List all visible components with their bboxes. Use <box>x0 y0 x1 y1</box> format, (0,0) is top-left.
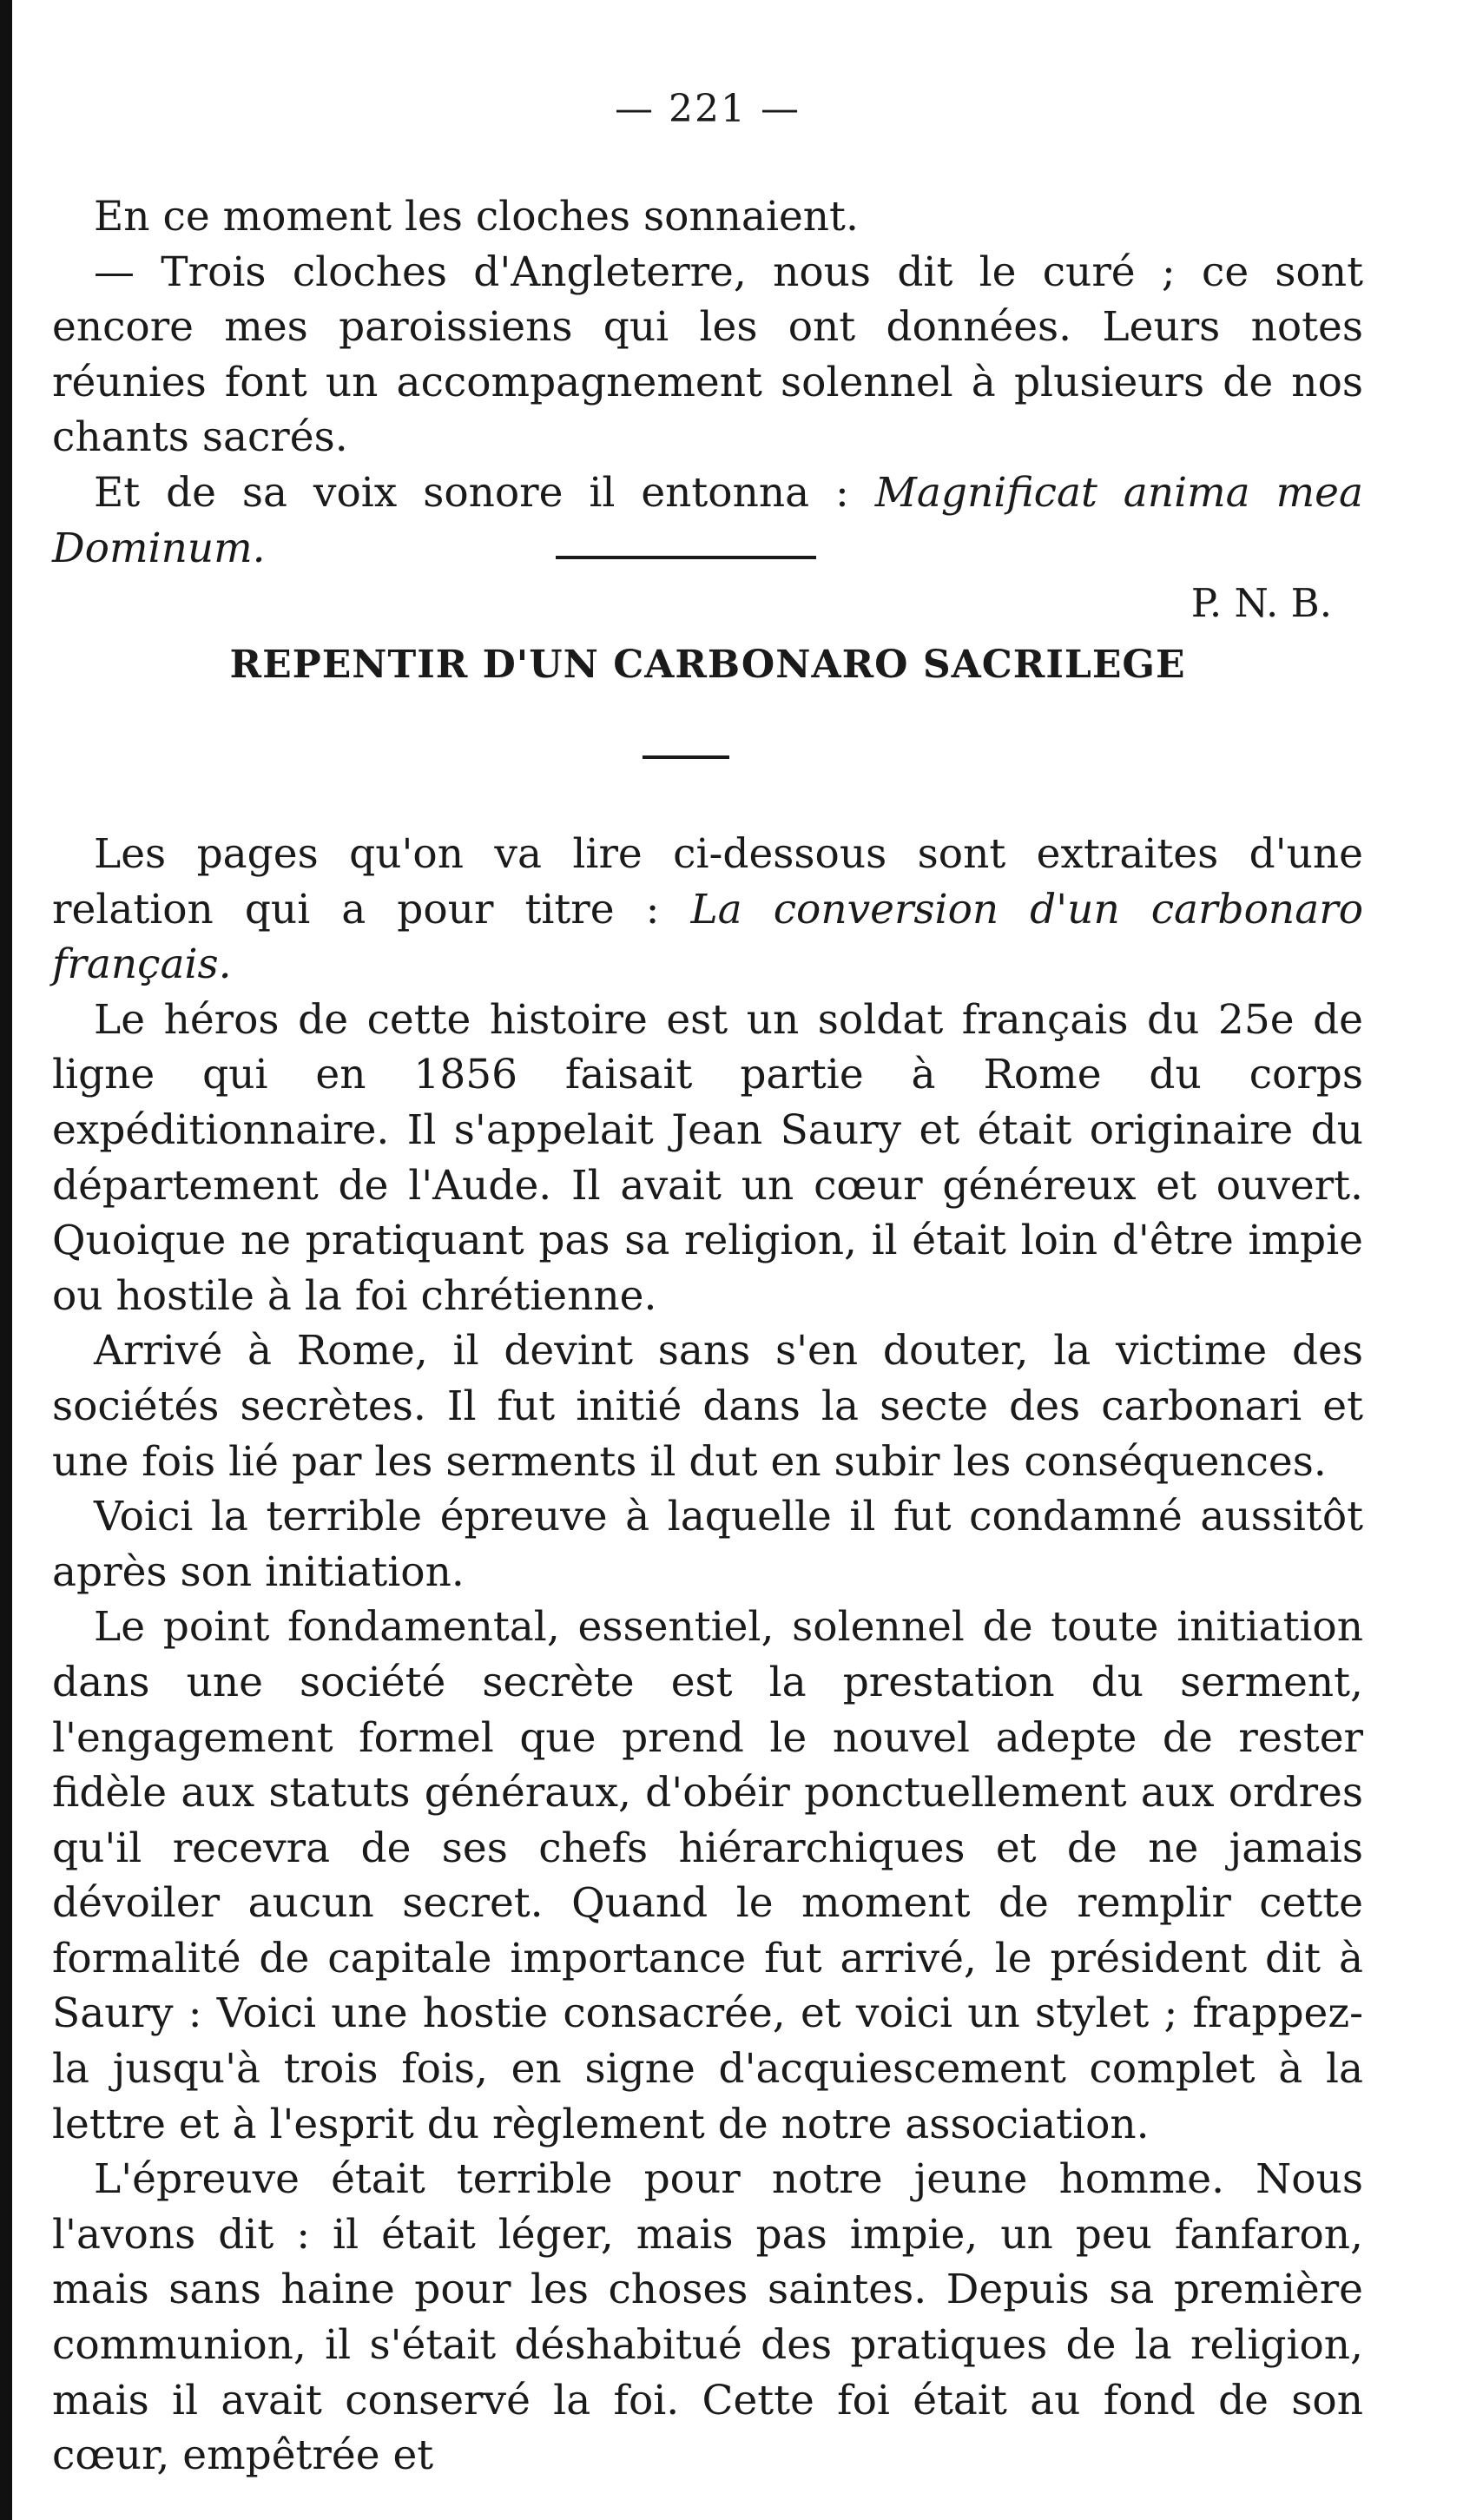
author-signature: P. N. B. <box>1190 580 1332 627</box>
scan-left-edge <box>0 0 12 2520</box>
source-title: La conversion d'un carbonaro français. <box>52 885 1363 989</box>
previous-article-ending <box>52 189 1363 631</box>
paragraph: En ce moment les cloches sonnaient. <box>94 193 859 241</box>
paragraph: Arrivé à Rome, il devint sans s'en douter, la victime des sociétés secrètes. Il fut initié dans la secte des carbonari et une fois lié par les serments il dut en subir les conséquences. <box>52 1327 1363 1486</box>
title-divider <box>643 755 729 759</box>
paragraph-closing-line <box>52 465 1363 576</box>
closing-line-text: Et de sa voix sonore il entonna : <box>94 468 875 517</box>
paragraph: Voici la terrible épreuve à laquelle il fut condamné aussitôt après son initiation. <box>52 1493 1363 1596</box>
article-body <box>52 827 1363 2484</box>
latin-quote: Magnificat anima mea Dominum. <box>52 468 1363 572</box>
page-number: — 221 — <box>615 87 801 131</box>
intro-text: Les pages qu'on va lire ci-dessous sont extraites d'une relation qui a pour titre : <box>52 830 1363 933</box>
paragraph: Le point fondamental, essentiel, solennel de toute initiation dans une société secrète est la prestation du serment, l'engagement formel que prend le nouvel adepte de rester fidèle aux statuts généraux, d'obéir ponctuellement aux ordres qu'il recevra de ses chefs hiérarchiques et de ne jamais dévoiler aucun secret. Quand le moment de remplir cette formalité de capitale importance fut arrivé, le président dit à Saury : Voici une hostie consacrée, et voici un stylet ; frappez-la jusqu'à trois fois, en signe d'acquiescement complet à la lettre et à l'esprit du règlement de notre association. <box>52 1603 1363 2148</box>
paragraph: Le héros de cette histoire est un soldat français du 25e de ligne qui en 1856 faisait partie à Rome du corps expéditionnaire. Il s'appelait Jean Saury et était originaire du département de l'Aude. Il avait un cœur généreux et ouvert. Quoique ne pratiquant pas sa religion, il était loin d'être impie ou hostile à la foi chrétienne. <box>52 995 1363 1320</box>
article-title: REPENTIR D'UN CARBONARO SACRILEGE <box>229 643 1186 687</box>
paragraph: L'épreuve était terrible pour notre jeune homme. Nous l'avons dit : il était léger, mais pas impie, un peu fanfaron, mais sans haine pour les choses saintes. Depuis sa première communion, il s'était déshabitué des pratiques de la religion, mais il avait conservé la foi. Cette foi était au fond de son cœur, empêtrée et <box>52 2155 1363 2480</box>
paragraph: — Trois cloches d'Angleterre, nous dit le curé ; ce sont encore mes paroissiens qui les ont données. Leurs notes réunies font un accompagnement solennel à plusieurs de nos chants sacrés. <box>52 247 1363 462</box>
intro-paragraph <box>52 827 1363 993</box>
section-divider <box>556 556 816 559</box>
